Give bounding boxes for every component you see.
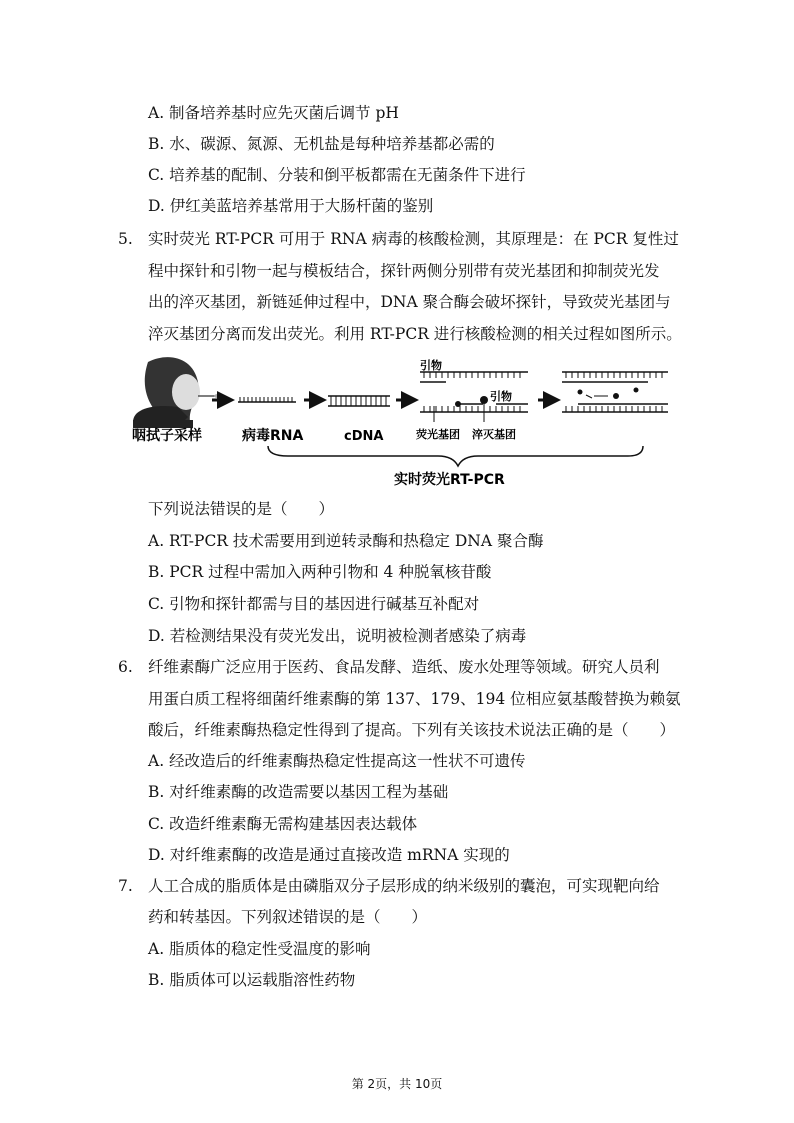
q5-option-b: B. PCR 过程中需加入两种引物和 4 种脱氧核苷酸 xyxy=(148,563,492,581)
q7-option-b: B. 脂质体可以运载脂溶性药物 xyxy=(148,971,356,989)
q4-option-b: B. 水、碳源、氮源、无机盐是每种培养基都必需的 xyxy=(148,135,495,153)
q5-stem-line-4: 淬灭基团分离而发出荧光。利用 RT-PCR 进行核酸检测的相关过程如图所示。 xyxy=(148,325,682,343)
q6-stem-line-1: 纤维素酶广泛应用于医药、食品发酵、造纸、废水处理等领域。研究人员利 xyxy=(148,658,660,676)
person-swab-icon xyxy=(133,357,222,428)
label-swab: 咽拭子采样 xyxy=(132,428,202,444)
q6-stem-line-3: 酸后，纤维素酶热稳定性得到了提高。下列有关该技术说法正确的是（ ） xyxy=(148,721,676,739)
q6-option-c: C. 改造纤维素酶无需构建基因表达载体 xyxy=(148,815,418,833)
q5-stem-line-2: 程中探针和引物一起与模板结合，探针两侧分别带有荧光基团和抑制荧光发 xyxy=(148,262,660,280)
q6-option-d: D. 对纤维素酶的改造是通过直接改造 mRNA 实现的 xyxy=(148,846,510,864)
q5-stem-line-1: 实时荧光 RT-PCR 可用于 RNA 病毒的核酸检测，其原理是：在 PCR 复性过 xyxy=(148,230,679,248)
q6-stem-line-2: 用蛋白质工程将细菌纤维素酶的第 137、179、194 位相应氨基酸替换为赖氨 xyxy=(148,690,681,708)
q4-option-d: D. 伊红美蓝培养基常用于大肠杆菌的鉴别 xyxy=(148,197,434,215)
q6-option-a: A. 经改造后的纤维素酶热稳定性提高这一性状不可遗传 xyxy=(148,752,526,770)
cdna-strand xyxy=(328,396,390,406)
q5-option-a: A. RT-PCR 技术需要用到逆转录酶和热稳定 DNA 聚合酶 xyxy=(148,532,544,550)
q6-number: 6. xyxy=(118,658,133,676)
q6-option-b: B. 对纤维素酶的改造需要以基因工程为基础 xyxy=(148,783,449,801)
q7-stem-line-2: 药和转基因。下列叙述错误的是（ ） xyxy=(148,908,428,926)
q7-option-a: A. 脂质体的稳定性受温度的影响 xyxy=(148,940,371,958)
label-primer-mid: 引物 xyxy=(490,390,512,403)
q5-option-d: D. 若检测结果没有荧光发出，说明被检测者感染了病毒 xyxy=(148,627,527,645)
q5-question: 下列说法错误的是（ ） xyxy=(148,500,335,518)
rt-pcr-figure xyxy=(128,352,678,492)
q4-option-c: C. 培养基的配制、分装和倒平板都需在无菌条件下进行 xyxy=(148,166,526,184)
label-quench-group: 淬灭基团 xyxy=(472,428,516,441)
q5-option-c: C. 引物和探针都需与目的基因进行碱基互补配对 xyxy=(148,595,480,613)
q7-stem-line-1: 人工合成的脂质体是由磷脂双分子层形成的纳米级别的囊泡，可实现靶向给 xyxy=(148,877,660,895)
label-fluor-group: 荧光基团 xyxy=(416,428,460,441)
q5-number: 5. xyxy=(118,230,133,248)
rt-pcr-brace xyxy=(268,446,643,466)
pcr-extension-diagram xyxy=(562,372,668,412)
q5-stem-line-3: 出的淬灭基团，新链延伸过程中，DNA 聚合酶会破坏探针，导致荧光基团与 xyxy=(148,293,671,311)
rna-strand xyxy=(238,397,296,402)
label-rt-pcr: 实时荧光RT-PCR xyxy=(394,472,505,488)
label-cdna: cDNA xyxy=(344,429,384,444)
label-primer-top: 引物 xyxy=(420,359,442,372)
q7-number: 7. xyxy=(118,877,133,895)
page-footer: 第 2页，共 10页 xyxy=(351,1077,443,1091)
label-virus-rna: 病毒RNA xyxy=(242,428,304,444)
q4-option-a: A. 制备培养基时应先灭菌后调节 pH xyxy=(148,104,399,122)
